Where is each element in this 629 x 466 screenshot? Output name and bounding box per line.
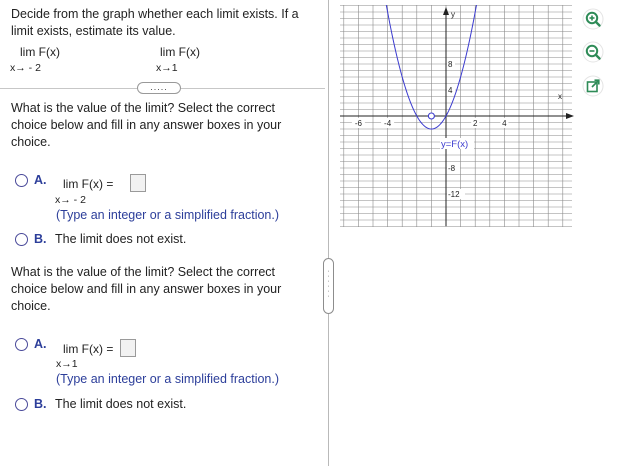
zoom-in-icon <box>582 8 604 30</box>
answer-hint: (Type an integer or a simplified fraction.) <box>56 372 280 386</box>
limit-a-heading <box>10 45 60 74</box>
pane-divider <box>328 0 329 466</box>
limit-approach: x→1 <box>156 62 178 74</box>
part1-option-b-radio[interactable] <box>15 233 28 246</box>
tick-label: 8 <box>448 60 453 69</box>
zoom-out-button[interactable] <box>582 41 604 63</box>
option-limit-expression: lim F(x) = <box>63 342 114 356</box>
answer-hint: (Type an integer or a simplified fraction.) <box>56 208 280 222</box>
zoom-in-button[interactable] <box>582 8 604 30</box>
popout-button[interactable] <box>582 75 604 97</box>
tick-label: -4 <box>384 119 392 128</box>
option-limit-expression: lim F(x) = <box>63 177 114 191</box>
function-curve <box>370 5 494 129</box>
option-letter: B. <box>34 232 47 246</box>
x-axis-label: x <box>558 92 562 101</box>
intro-line: limit exists, estimate its value. <box>11 24 176 38</box>
function-graph <box>340 5 575 230</box>
prompt-line: What is the value of the limit? Select the correct <box>11 265 276 279</box>
zoom-out-icon <box>582 41 604 63</box>
tick-label: -8 <box>448 164 456 173</box>
option-text: The limit does not exist. <box>55 397 187 411</box>
option-letter: A. <box>34 173 47 187</box>
tick-label: 4 <box>448 86 453 95</box>
option-letter: A. <box>34 337 47 351</box>
part2-prompt <box>11 264 316 315</box>
resize-grip-icon: · · · · · · <box>327 268 330 300</box>
tick-label: -6 <box>354 119 362 128</box>
option-text: The limit does not exist. <box>55 232 187 246</box>
part2-answer-box[interactable] <box>120 339 136 357</box>
graph-canvas <box>340 5 575 227</box>
part1-answer-box[interactable] <box>130 174 146 192</box>
prompt-line: choice. <box>11 299 51 313</box>
part2-option-a-radio[interactable] <box>15 338 28 351</box>
question-intro <box>11 6 316 40</box>
option-limit-approach: x→1 <box>56 358 78 370</box>
intro-line: Decide from the graph whether each limit exists. If a <box>11 7 299 21</box>
prompt-line: choice. <box>11 135 51 149</box>
prompt-line: What is the value of the limit? Select the correct <box>11 101 276 115</box>
limit-approach: x→ - 2 <box>10 62 41 74</box>
part1-option-a-radio[interactable] <box>15 174 28 187</box>
part2-option-b-radio[interactable] <box>15 398 28 411</box>
y-axis-label: y <box>451 10 455 19</box>
open-point-marker <box>428 113 434 119</box>
x-axis-arrow-icon <box>566 113 574 119</box>
option-letter: B. <box>34 397 47 411</box>
prompt-line: choice below and fill in any answer boxes in your <box>11 118 282 132</box>
part1-prompt <box>11 100 316 151</box>
option-limit-approach: x→ - 2 <box>55 194 86 206</box>
function-label: y=F(x) <box>441 139 469 150</box>
tick-label: -12 <box>448 190 460 199</box>
limit-b-heading <box>156 45 200 74</box>
show-more-button[interactable]: ..... <box>137 82 181 94</box>
limit-expression: lim F(x) <box>160 45 200 59</box>
tick-label: 4 <box>502 119 507 128</box>
y-axis-arrow-icon <box>443 7 449 15</box>
tick-label: 2 <box>472 119 478 128</box>
limit-expression: lim F(x) <box>20 45 60 59</box>
prompt-line: choice below and fill in any answer boxes in your <box>11 282 282 296</box>
pane-resize-handle[interactable] <box>323 258 334 314</box>
popout-icon <box>582 75 604 97</box>
